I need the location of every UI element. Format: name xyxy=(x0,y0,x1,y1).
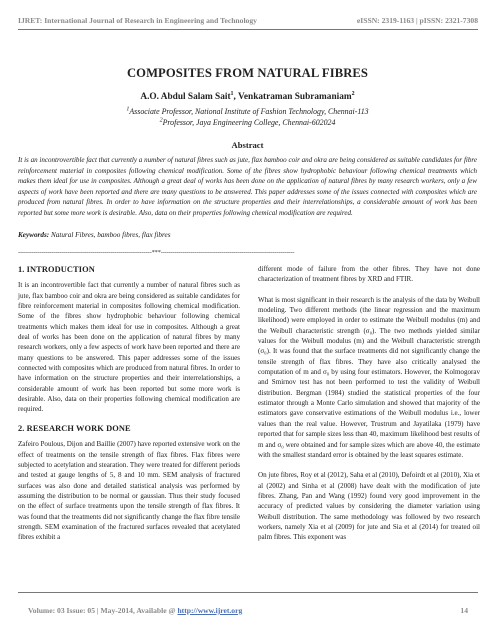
author-separator: , xyxy=(233,92,239,102)
issn-info: eISSN: 2319-1163 | pISSN: 2321-7308 xyxy=(356,16,478,25)
running-header xyxy=(18,16,478,25)
research-paragraph: Zafeiro Poulous, Dijon and Baillie (2007) have reported extensive work on the effect of treatments on the tensile strength of flax fibres. Flax fibres were subjected to acetylation and stearation. They were treated for different periods and tested at gauge lengths of 5, 8 and 10 mm. SEM analysis of fractured surfaces was also done and detailed statistical analysis was performed by assuming the distribution to be normal or gaussian. Thus their study focused on the effect of surface treatments upon the tensile strength of flax fibres. It was found that the treatments did not significantly change the flax fibre tensile strength. SEM examination of the fractured surfaces revealed that acetylated fibres exhibit a xyxy=(18,440,240,542)
section-heading-introduction: 1. INTRODUCTION xyxy=(18,265,95,274)
header-rule xyxy=(18,29,478,30)
page-footer xyxy=(28,606,468,615)
footer-volume-info xyxy=(28,606,242,615)
author-1-sup: 1 xyxy=(230,90,234,97)
journal-link[interactable]: http://www.ijret.org xyxy=(177,606,243,615)
left-column xyxy=(18,265,240,543)
affiliation-2-sup: 2 xyxy=(159,117,163,124)
footer-volume-text: Volume: 03 Issue: 05 | May-2014, Available @ xyxy=(28,606,178,615)
keywords xyxy=(18,231,171,239)
right-paragraph-2: What is most significant in their research is the analysis of the data by Weibull modeling. Two different methods (the linear regression and the maximum likelihood) were employed in order to estimate the Weibull modulus (m) and the Weibull characteristic strength (σ₀). The two methods yielded similar values for the Weibull modulus (m) and the Weibull characteristic strength (σ₀). It was found that the surface treatments did not significantly change the tensile strength of flax fibres. They have also critically analysed the computation of m and σ₀ by using four estimators. However, the Kolmogorav and Smirnov test has not been performed to test the validity of Weibull distribution. Bergman (1984) studied the statistical properties of the four estimator through a Monte Carlo simulation and showed that majority of the estimators gave conservative estimations of the Weibull modulus i.e., lower values than the real value. However, Trustrum and Jayatilaka (1979) have reported that for sample sizes less than 40, maximum likelihood best results of m and σ₀ were obtained and for sample sizes which are above 40, the estimate with the smallest standard error is obtained by the least squares estimate. xyxy=(258,295,480,459)
author-2-sup: 2 xyxy=(351,90,355,97)
footer-rule xyxy=(18,592,478,593)
author-2: Venkatraman Subramaniam xyxy=(238,92,352,102)
journal-name: IJRET: International Journal of Research in Engineering and Technology xyxy=(18,16,257,25)
section-separator: --------------------------------------------------------------------***-------------------------------------------------------------------- xyxy=(18,249,295,256)
abstract-text: It is an incontrovertible fact that currently a number of natural fibres such as jute, flax bamboo coir and okra are being considered as suitable candidates for fibre reinforcement material in composites following chemical modification. Some of the fibres show hydrophobic behaviour following chemical treatments which makes them ideal for use in composites. Although a great deal of works has been done on the application of natural fibres by many research workers, only a few aspects of work have been reported and there are many questions to be answered. This paper addresses some of the issues connected with composites which are produced from natural fibres. In order to have information on the structure properties and their interrelationships, a considerable amount of work has been reported but some more work is desirable. Also, data on their properties following chemical modification are required. xyxy=(18,156,477,217)
affiliation-1-text: Associate Professor, National Institute of Fashion Technology, Chennai-113 xyxy=(129,107,369,116)
affiliation-1-sup: 1 xyxy=(126,106,130,113)
right-paragraph-1: different mode of failure from the other fibres. They have not done characterization of treatment fibres by XRD and FTIR. xyxy=(258,265,480,284)
introduction-paragraph: It is an incontrovertible fact that currently a number of natural fibres such as jute, flax bamboo coir and okra are being considered as suitable candidates for fibre reinforcement material in composites following chemical modification. Some of the fibres show hydrophobic behaviour following chemical treatments which makes them ideal for use in composites. Although a great deal of works has been done on the application of natural fibres by many research workers, only a few aspects of work have been reported and there are many questions to be answered. This paper addresses some of the issues connected with composites which are produced from natural fibres. In order to have information on the structure properties and their interrelationships, a considerable amount of work has been reported but some more work is desirable. Also, data on their properties following chemical modification are required. xyxy=(18,281,240,414)
affiliation-1 xyxy=(0,107,495,116)
affiliation-2-text: Professor, Jaya Engineering College, Chennai-602024 xyxy=(162,118,336,127)
keywords-text: Natural Fibres, bamboo fibres, flax fibres xyxy=(49,231,171,239)
author-1: A.O. Abdul Salam Sait xyxy=(140,92,231,102)
right-paragraph-3: On jute fibres, Roy et al (2012), Saha et al (2010), Defoirdt et al (2010), Xia et al (2002) and Sinha et al (2008) have dealt with the modification of jute fibres. Zhang, Pan and Wang (1992) found very good improvement in the accuracy of predicted values by considering the diameter variation using Weibull distribution. The same methodology was followed by two research workers, namely Xia et al (2009) for jute and Sia et al (2014) for treated oil palm fibres. This exponent was xyxy=(258,471,480,542)
abstract-heading: Abstract xyxy=(231,140,264,150)
author-line xyxy=(0,92,495,102)
paper-title: COMPOSITES FROM NATURAL FIBRES xyxy=(126,66,369,80)
section-heading-research: 2. RESEARCH WORK DONE xyxy=(18,423,131,433)
keywords-label: Keywords: xyxy=(18,231,50,239)
right-column xyxy=(258,264,480,543)
affiliation-2 xyxy=(0,118,495,127)
page-number: 14 xyxy=(460,606,468,615)
